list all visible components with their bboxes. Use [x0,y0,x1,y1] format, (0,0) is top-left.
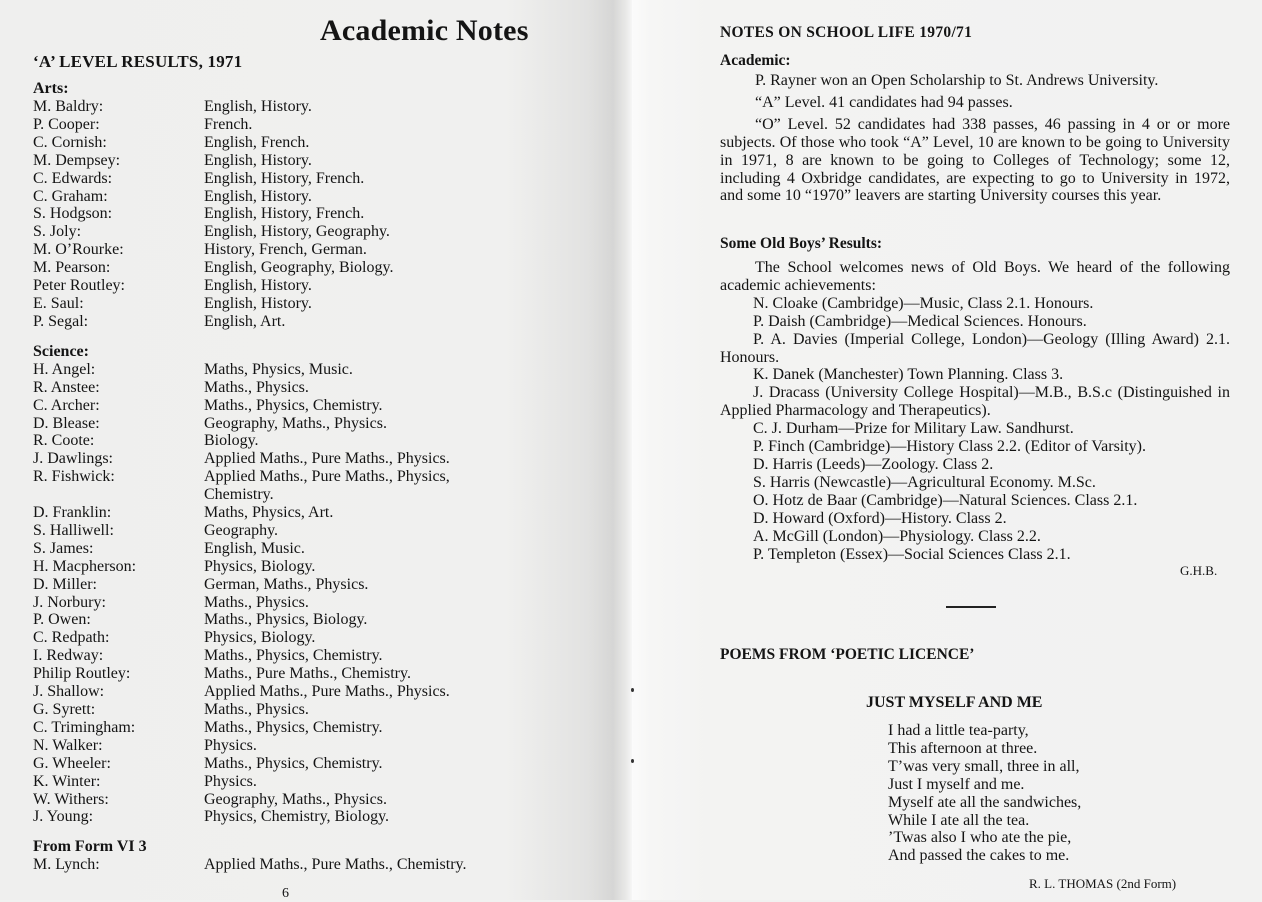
achievement-item: O. Hotz de Baar (Cambridge)—Natural Sciences. Class 2.1. [753,491,1138,509]
achievement-item: J. Dracass (University College Hospital)—M.B., B.S.c (Distinguished in Applied Pharmacology and Therapeutics). [720,384,1230,420]
result-row [33,450,593,468]
page-title: Academic Notes [320,14,529,47]
subjects-passed: Chemistry. [204,486,274,504]
subjects-passed: Physics, Chemistry, Biology. [204,808,390,826]
result-row [33,295,593,313]
subjects-passed: History, French, German. [204,241,367,259]
student-name: J. Shallow: [33,683,105,701]
result-row [33,629,593,647]
student-name: W. Withers: [33,790,109,808]
result-row [33,701,593,719]
results-list [33,80,593,874]
subjects-passed: Biology. [204,432,259,450]
notes-heading: NOTES ON SCHOOL LIFE 1970/71 [720,24,973,41]
result-row [33,277,593,295]
result-row [33,737,593,755]
student-name: P. Owen: [33,611,91,629]
achievement-item: C. J. Durham—Prize for Military Law. Sandhurst. [753,420,1074,438]
achievement-item: P. Daish (Cambridge)—Medical Sciences. Honours. [753,312,1087,330]
result-row [33,361,593,379]
subjects-passed: Maths., Physics, Chemistry. [204,754,383,772]
subjects-passed: English, Art. [204,312,286,330]
achievement-item: K. Danek (Manchester) Town Planning. Class 3. [753,366,1064,384]
poem-line: Just I myself and me. [888,775,1025,793]
subjects-passed: Applied Maths., Pure Maths., Physics. [204,450,450,468]
student-name: M. Lynch: [33,856,100,874]
result-row [33,683,593,701]
poem-author: R. L. THOMAS (2nd Form) [1029,876,1177,891]
student-name [33,486,204,504]
result-row [33,611,593,629]
subjects-passed: English, History. [204,187,312,205]
result-row [33,522,593,540]
student-name: C. Graham: [33,187,108,205]
subjects-passed: Maths., Physics, Chemistry. [204,718,383,736]
old-boys-label: Some Old Boys’ Results: [720,235,883,252]
left-page [0,0,632,900]
student-name: D. Franklin: [33,504,112,522]
student-name: D. Blease: [33,414,100,432]
poem-line: Myself ate all the sandwiches, [888,793,1082,811]
achievement-item: D. Howard (Oxford)—History. Class 2. [753,509,1007,527]
result-row [33,594,593,612]
result-row [33,152,593,170]
subjects-passed: English, History. [204,277,312,295]
student-name: H. Macpherson: [33,557,137,575]
subjects-passed: Physics. [204,772,257,790]
student-name: C. Redpath: [33,629,110,647]
student-name: E. Saul: [33,294,84,312]
achievement-item: N. Cloake (Cambridge)—Music, Class 2.1. Honours. [753,294,1094,312]
student-name: C. Cornish: [33,133,107,151]
student-name: Peter Routley: [33,277,125,295]
group-label-form-vi3: From Form VI 3 [33,838,147,856]
subjects-passed: English, History. [204,294,312,312]
signature: G.H.B. [1180,563,1218,578]
scholarship-text: P. Rayner won an Open Scholarship to St. Andrews University. [755,72,1159,89]
subjects-passed: Applied Maths., Pure Maths., Physics. [204,683,450,701]
old-boys-intro: The School welcomes news of Old Boys. We heard of the following academic achievements: [720,259,1230,294]
staple-mark [631,688,634,692]
student-name: J. Young: [33,808,94,826]
subjects-passed: Geography, Maths., Physics. [204,414,387,432]
poem-line: While I ate all the tea. [888,811,1030,829]
student-name: P. Segal: [33,312,89,330]
result-row [33,791,593,809]
student-name: M. Dempsey: [33,151,121,169]
result-row [33,719,593,737]
student-name: I. Redway: [33,647,104,665]
academic-section [720,52,1230,205]
student-name: D. Miller: [33,575,97,593]
achievement-item: S. Harris (Newcastle)—Agricultural Economy. M.Sc. [753,473,1096,491]
subjects-passed: Physics. [204,736,257,754]
subjects-passed: English, History. [204,151,312,169]
result-row [33,205,593,223]
achievement-item: D. Harris (Leeds)—Zoology. Class 2. [753,455,994,473]
subjects-passed: English, History, French. [204,169,365,187]
result-row [33,540,593,558]
section-divider [946,606,996,608]
result-row [33,647,593,665]
academic-label: Academic: [720,52,791,69]
result-row [33,773,593,791]
student-name: G. Syrett: [33,701,96,718]
student-name: R. Fishwick: [33,468,115,486]
subjects-passed: English, Geography, Biology. [204,259,394,277]
subjects-passed: Maths., Physics. [204,378,309,396]
achievement-item: P. Finch (Cambridge)—History Class 2.2. (Editor of Varsity). [753,438,1147,456]
group-label-arts: Arts: [33,80,69,97]
poem-line: ’Twas also I who ate the pie, [888,829,1072,847]
result-row [33,432,593,450]
student-name: H. Angel: [33,360,96,378]
subjects-passed: English, Music. [204,539,305,557]
result-row [33,755,593,773]
result-row [33,259,593,277]
poem-body [888,722,1081,865]
student-name: S. Joly: [33,223,82,241]
student-name: J. Dawlings: [33,450,113,468]
poem-line: I had a little tea-party, [888,722,1029,739]
arts-rows [33,98,593,331]
poem-line: And passed the cakes to me. [888,847,1070,865]
result-row [33,116,593,134]
staple-mark [631,759,634,763]
subjects-passed: German, Maths., Physics. [204,575,369,593]
achievement-item: P. A. Davies (Imperial College, London)—Geology (Illing Award) 2.1. Honours. [720,330,1230,366]
achievements-list [720,295,1230,564]
page-number: 6 [282,886,289,901]
result-row [33,415,593,433]
subjects-passed: English, French. [204,133,310,151]
subjects-passed: Geography. [204,521,279,539]
science-rows [33,361,593,827]
student-name: Philip Routley: [33,665,131,683]
subjects-passed: English, History, Geography. [204,223,390,241]
result-row [33,558,593,576]
result-row [33,808,593,826]
achievement-item: P. Templeton (Essex)—Social Sciences Class 2.1. [753,545,1071,563]
result-row [33,223,593,241]
subjects-passed: Maths, Physics, Music. [204,360,353,378]
student-name: M. Pearson: [33,259,111,277]
result-row [33,665,593,683]
poem-line: This afternoon at three. [888,739,1038,757]
a-level-text: “A” Level. 41 candidates had 94 passes. [755,93,1013,111]
result-row [33,241,593,259]
poems-heading: POEMS FROM ‘POETIC LICENCE’ [720,646,975,663]
student-name: J. Norbury: [33,593,106,611]
result-row [33,379,593,397]
result-row [33,397,593,415]
form-vi3-rows [33,856,593,874]
result-row [33,856,593,874]
subjects-passed: Physics, Biology. [204,557,316,575]
result-row [33,468,593,486]
subjects-passed: Applied Maths., Pure Maths., Physics, [204,468,450,486]
result-row [33,170,593,188]
achievement-item: A. McGill (London)—Physiology. Class 2.2. [753,527,1041,545]
subjects-passed: Geography, Maths., Physics. [204,790,387,808]
o-level-text: “O” Level. 52 candidates had 338 passes, 46 passing in 4 or or more subjects. Of those who took “A” Level, 10 are known to be going to University in 1971, 8 are known to be going to Colleges of Technology; some 12, including 4 Oxbridge candidates, are expecting to go to University in 1972, and some 10 “1970” leavers are starting University courses this year. [720,115,1230,205]
subjects-passed: Maths., Physics. [204,593,309,611]
subjects-passed: English, History, French. [204,205,365,223]
subjects-passed: Applied Maths., Pure Maths., Chemistry. [204,856,467,874]
poem-title: JUST MYSELF AND ME [866,694,1043,711]
student-name: S. James: [33,539,94,557]
student-name: P. Cooper: [33,115,100,133]
student-name: R. Anstee: [33,378,100,396]
student-name: C. Edwards: [33,169,113,187]
student-name: R. Coote: [33,432,95,450]
student-name: N. Walker: [33,736,103,754]
student-name: M. O’Rourke: [33,241,124,259]
old-boys-section [720,235,1230,563]
subjects-passed: Maths., Physics, Chemistry. [204,396,383,414]
result-row [33,313,593,331]
student-name: C. Archer: [33,396,100,414]
student-name: C. Trimingham: [33,718,136,736]
result-row [33,486,593,504]
student-name: K. Winter: [33,772,101,790]
subjects-passed: Maths., Pure Maths., Chemistry. [204,665,411,683]
subjects-passed: English, History. [204,98,312,115]
subjects-passed: Maths., Physics, Biology. [204,611,368,629]
subjects-passed: Physics, Biology. [204,629,316,647]
poem-line: T’was very small, three in all, [888,757,1080,775]
student-name: G. Wheeler: [33,754,111,772]
a-level-results-heading: ‘A’ LEVEL RESULTS, 1971 [33,52,243,71]
subjects-passed: French. [204,115,253,133]
result-row [33,188,593,206]
subjects-passed: Maths, Physics, Art. [204,504,334,522]
result-row [33,134,593,152]
group-label-science: Science: [33,342,89,360]
student-name: S. Halliwell: [33,521,114,539]
student-name: M. Baldry: [33,98,104,115]
subjects-passed: Maths., Physics, Chemistry. [204,647,383,665]
subjects-passed: Maths., Physics. [204,701,309,718]
result-row [33,98,593,116]
result-row [33,576,593,594]
result-row [33,504,593,522]
student-name: S. Hodgson: [33,205,113,223]
